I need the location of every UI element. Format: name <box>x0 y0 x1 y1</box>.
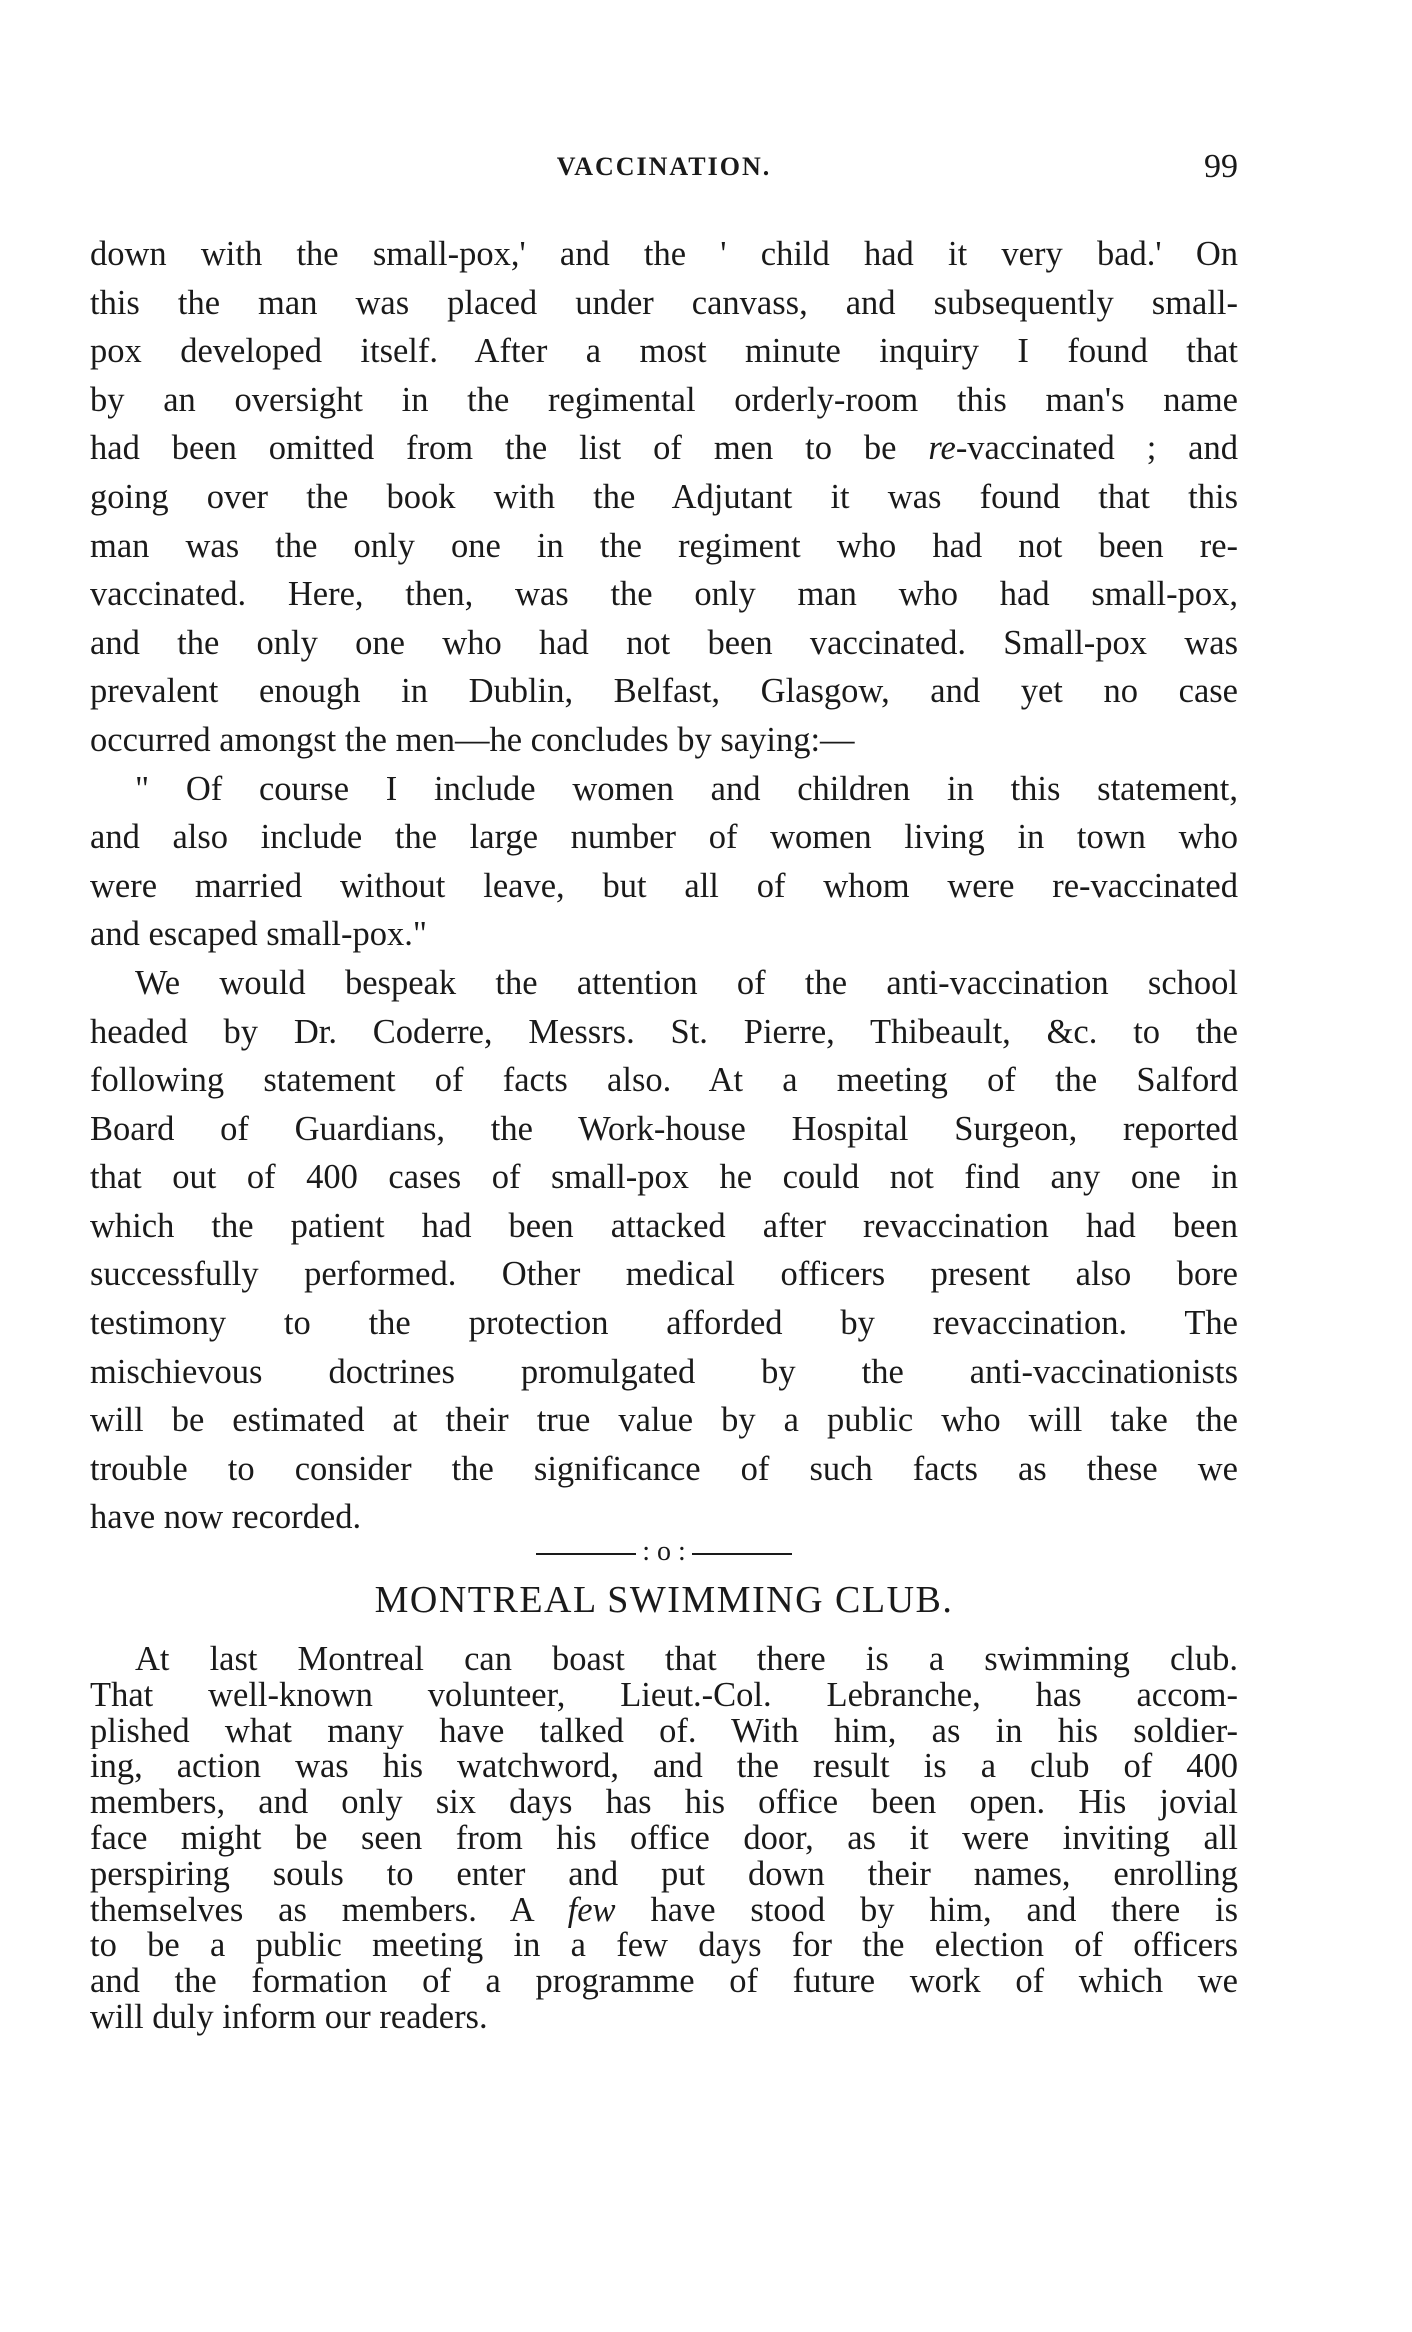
text-line: to be a public meeting in a few days for the election of officers <box>90 1928 1238 1965</box>
text-line: plished what many have talked of. With him, as in his soldier- <box>90 1713 1238 1750</box>
text-line: perspiring souls to enter and put down their names, enrolling <box>90 1856 1238 1893</box>
text-line: trouble to consider the significance of such facts as these we <box>90 1449 1238 1488</box>
text-line: man was the only one in the regiment who had not been re- <box>90 526 1238 565</box>
article-heading: MONTREAL SWIMMING CLUB. <box>374 1579 954 1621</box>
text-line: pox developed itself. After a most minute inquiry I found that <box>90 332 1238 371</box>
running-head <box>90 148 1238 192</box>
emphasis-re: re <box>928 429 956 468</box>
text-line <box>90 1893 1238 1929</box>
text-line: That well-known volunteer, Lieut.-Col. Lebranche, has accom- <box>90 1677 1238 1714</box>
text-line: down with the small-pox,' and the ' child had it very bad.' On <box>90 235 1238 273</box>
text-line: going over the book with the Adjutant it was found that this <box>90 477 1238 516</box>
quote-line: and escaped small-pox." <box>90 915 427 954</box>
section-divider <box>90 1532 1238 1572</box>
divider-mark: : o : <box>642 1536 686 1567</box>
divider-rule-left <box>536 1553 636 1555</box>
text-line: members, and only six days has his office been open. His jovial <box>90 1785 1238 1821</box>
text-segment: themselves as members. A <box>90 1892 533 1929</box>
text-line: ing, action was his watchword, and the result is a club of 400 <box>90 1749 1238 1786</box>
swimming-club-article <box>90 1642 1238 2036</box>
text-line: mischievous doctrines promulgated by the anti-vaccinationists <box>90 1352 1238 1391</box>
text-line: prevalent enough in Dublin, Belfast, Glasgow, and yet no case <box>90 672 1238 711</box>
quote-line: were married without leave, but all of whom were re-vaccinated <box>90 866 1238 905</box>
text-line: this the man was placed under canvass, and subsequently small- <box>90 283 1238 322</box>
text-line: and the only one who had not been vaccinated. Small-pox was <box>90 623 1238 662</box>
text-line: and the formation of a programme of future work of which we <box>90 1964 1238 2000</box>
text-line: will be estimated at their true value by a public who will take the <box>90 1401 1238 1440</box>
text-line: vaccinated. Here, then, was the only man who had small-pox, <box>90 575 1238 614</box>
text-segment: had been omitted from the list of men to be <box>90 429 897 468</box>
vaccination-article <box>90 230 1238 1542</box>
running-title: VACCINATION. <box>556 152 772 181</box>
text-line: We would bespeak the attention of the anti-vaccination school <box>135 963 1238 1002</box>
quote-line: " Of course I include women and children in this statement, <box>135 769 1238 808</box>
text-line: that out of 400 cases of small-pox he could not find any one in <box>90 1158 1238 1197</box>
text-line: headed by Dr. Coderre, Messrs. St. Pierre, Thibeault, &c. to the <box>90 1012 1238 1051</box>
text-line: occurred amongst the men—he concludes by saying:— <box>90 720 855 759</box>
quote-line: and also include the large number of women living in town who <box>90 818 1238 857</box>
divider-rule-right <box>692 1553 792 1555</box>
text-line <box>90 424 1238 473</box>
text-line: testimony to the protection afforded by revaccination. The <box>90 1304 1238 1343</box>
text-line: Board of Guardians, the Work-house Hospital Surgeon, reported <box>90 1109 1238 1148</box>
text-line: At last Montreal can boast that there is a swimming club. <box>135 1642 1238 1678</box>
text-segment: -vaccinated ; and <box>955 429 1238 468</box>
text-line: successfully performed. Other medical officers present also bore <box>90 1255 1238 1294</box>
text-line: face might be seen from his office door, as it were inviting all <box>90 1820 1238 1857</box>
text-line: will duly inform our readers. <box>90 1999 488 2036</box>
text-line: following statement of facts also. At a meeting of the Salford <box>90 1061 1238 1100</box>
text-line: which the patient had been attacked after revaccination had been <box>90 1206 1238 1245</box>
emphasis-few: few <box>567 1892 616 1929</box>
text-line: by an oversight in the regimental orderly-room this man's name <box>90 380 1238 419</box>
page-number: 99 <box>1204 148 1238 185</box>
text-segment: have stood by him, and there is <box>650 1892 1238 1929</box>
text-line: have now recorded. <box>90 1498 362 1537</box>
